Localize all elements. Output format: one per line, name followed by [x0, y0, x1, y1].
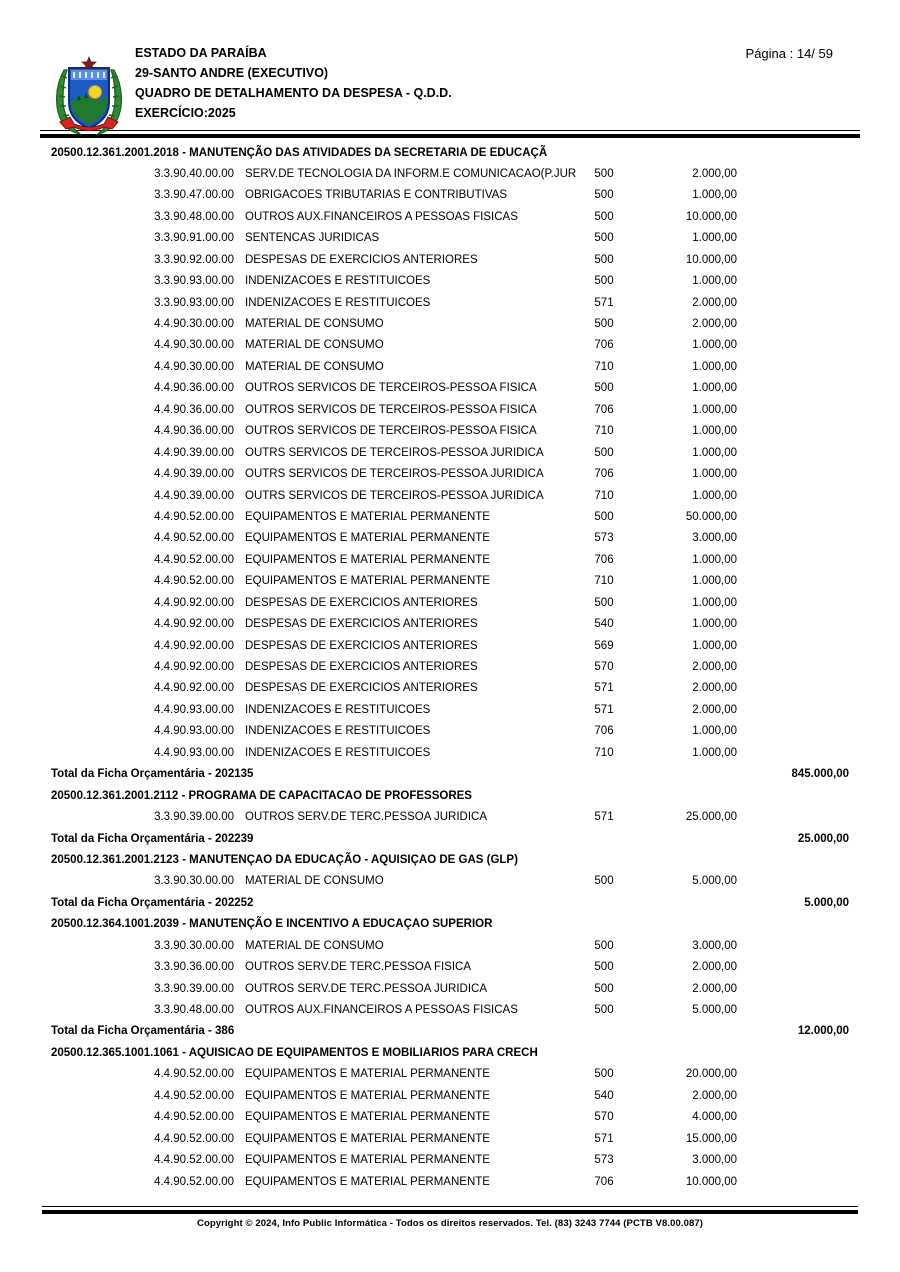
expense-value: 50.000,00: [685, 510, 737, 523]
expense-code: 3.3.90.92.00.00: [154, 253, 234, 266]
resource-source-code: 571: [594, 296, 614, 309]
expense-description: EQUIPAMENTOS E MATERIAL PERMANENTE: [245, 553, 490, 566]
expense-description: OUTROS SERV.DE TERC.PESSOA FISICA: [245, 961, 472, 974]
expense-description: MATERIAL DE CONSUMO: [245, 875, 384, 888]
ficha-total-label: Total da Ficha Orçamentária - 202135: [51, 768, 254, 781]
expense-row: [51, 1086, 849, 1107]
expense-code: 3.3.90.48.00.00: [154, 210, 234, 223]
expense-row: [51, 743, 849, 764]
expense-description: DESPESAS DE EXERCICIOS ANTERIORES: [245, 639, 478, 652]
expense-row: [51, 250, 849, 271]
entity-name: 29-SANTO ANDRE (EXECUTIVO): [135, 66, 329, 80]
ficha-total-label: Total da Ficha Orçamentária - 202239: [51, 832, 254, 845]
expense-description: EQUIPAMENTOS E MATERIAL PERMANENTE: [245, 575, 490, 588]
expense-value: 3.000,00: [692, 532, 737, 545]
expense-row: [51, 807, 849, 828]
expense-code: 3.3.90.40.00.00: [154, 167, 234, 180]
budget-section: [51, 786, 849, 850]
expense-description: EQUIPAMENTOS E MATERIAL PERMANENTE: [245, 1111, 490, 1124]
resource-source-code: 540: [594, 1089, 614, 1102]
expense-value: 1.000,00: [692, 425, 737, 438]
expense-description: SENTENCAS JURIDICAS: [245, 232, 380, 245]
expense-value: 1.000,00: [692, 575, 737, 588]
expense-code: 4.4.90.39.00.00: [154, 446, 234, 459]
expense-row: [51, 1064, 849, 1085]
expense-code: 4.4.90.93.00.00: [154, 725, 234, 738]
footer-rule-thick-line: [42, 1210, 858, 1214]
expense-description: OUTROS SERVICOS DE TERCEIROS-PESSOA FISICA: [245, 382, 537, 395]
expense-description: OUTRS SERVICOS DE TERCEIROS-PESSOA JURIDICA: [245, 468, 544, 481]
expense-row: [51, 357, 849, 378]
section-title: 20500.12.361.2001.2018 - MANUTENÇÃO DAS ATIVIDADES DA SECRETARIA DE EDUCAÇÃ: [51, 146, 548, 159]
expense-row: [51, 550, 849, 571]
expense-description: OUTRS SERVICOS DE TERCEIROS-PESSOA JURIDICA: [245, 489, 544, 502]
resource-source-code: 573: [594, 532, 614, 545]
expense-code: 4.4.90.52.00.00: [154, 1111, 234, 1124]
expense-row: [51, 593, 849, 614]
resource-source-code: 706: [594, 339, 614, 352]
budget-section: [51, 1043, 849, 1193]
expense-row: [51, 486, 849, 507]
resource-source-code: 706: [594, 725, 614, 738]
expense-description: OUTROS SERVICOS DE TERCEIROS-PESSOA FISICA: [245, 425, 537, 438]
resource-source-code: 500: [594, 510, 614, 523]
expense-row: [51, 228, 849, 249]
expense-row: [51, 571, 849, 592]
expense-code: 4.4.90.36.00.00: [154, 425, 234, 438]
expense-code: 4.4.90.93.00.00: [154, 746, 234, 759]
expense-code: 4.4.90.52.00.00: [154, 1154, 234, 1167]
resource-source-code: 710: [594, 746, 614, 759]
expense-value: 1.000,00: [692, 382, 737, 395]
resource-source-code: 500: [594, 596, 614, 609]
ficha-total-value: 845.000,00: [791, 768, 849, 781]
expense-description: MATERIAL DE CONSUMO: [245, 939, 384, 952]
expense-value: 1.000,00: [692, 339, 737, 352]
report-title: QUADRO DE DETALHAMENTO DA DESPESA - Q.D.D.: [135, 86, 452, 100]
expense-row: [51, 185, 849, 206]
expense-value: 2.000,00: [692, 318, 737, 330]
ficha-total-row: [51, 764, 849, 785]
expense-description: OUTRS SERVICOS DE TERCEIROS-PESSOA JURIDICA: [245, 446, 544, 459]
expense-value: 3.000,00: [692, 939, 737, 952]
ficha-total-value: 12.000,00: [797, 1025, 849, 1038]
expense-row: [51, 614, 849, 635]
expense-row: [51, 1129, 849, 1150]
ficha-total-label: Total da Ficha Orçamentária - 386: [51, 1025, 235, 1038]
section-rows: [51, 164, 849, 786]
header-rule: [40, 130, 860, 138]
expense-row: [51, 678, 849, 699]
expense-value: 1.000,00: [692, 746, 737, 759]
expense-code: 3.3.90.36.00.00: [154, 961, 234, 974]
expense-description: INDENIZACOES E RESTITUICOES: [245, 746, 431, 759]
expense-value: 2.000,00: [692, 296, 737, 309]
expense-row: [51, 507, 849, 528]
expense-row: [51, 957, 849, 978]
resource-source-code: 540: [594, 618, 614, 631]
expense-row: [51, 636, 849, 657]
expense-row: [51, 421, 849, 442]
expense-row: [51, 293, 849, 314]
resource-source-code: 571: [594, 682, 614, 695]
expense-value: 10.000,00: [685, 1175, 737, 1188]
expense-description: EQUIPAMENTOS E MATERIAL PERMANENTE: [245, 1175, 490, 1188]
expense-description: EQUIPAMENTOS E MATERIAL PERMANENTE: [245, 1089, 490, 1102]
expense-row: [51, 936, 849, 957]
expense-code: 4.4.90.30.00.00: [154, 339, 234, 352]
expense-value: 2.000,00: [692, 961, 737, 974]
budget-section: [51, 143, 849, 786]
resource-source-code: 571: [594, 1132, 614, 1145]
expense-description: INDENIZACOES E RESTITUICOES: [245, 703, 431, 716]
expense-description: OUTROS SERV.DE TERC.PESSOA JURIDICA: [245, 982, 487, 995]
expense-description: SERV.DE TECNOLOGIA DA INFORM.E COMUNICACAO(P.JUR: [245, 167, 577, 180]
qdd-table: [51, 143, 849, 1193]
budget-section: [51, 914, 849, 1043]
expense-value: 1.000,00: [692, 725, 737, 738]
section-rows: [51, 1064, 849, 1193]
resource-source-code: 500: [594, 982, 614, 995]
expense-code: 4.4.90.92.00.00: [154, 682, 234, 695]
section-title: 20500.12.361.2001.2123 - MANUTENÇAO DA EDUCAÇÃO - AQUISIÇAO DE GAS (GLP): [51, 853, 518, 866]
expense-description: MATERIAL DE CONSUMO: [245, 318, 384, 330]
expense-code: 4.4.90.52.00.00: [154, 1132, 234, 1145]
expense-description: MATERIAL DE CONSUMO: [245, 360, 384, 373]
expense-row: [51, 721, 849, 742]
org-title-block: [135, 43, 452, 123]
resource-source-code: 710: [594, 425, 614, 438]
expense-value: 25.000,00: [685, 811, 737, 824]
expense-code: 3.3.90.30.00.00: [154, 875, 234, 888]
expense-description: EQUIPAMENTOS E MATERIAL PERMANENTE: [245, 1154, 490, 1167]
expense-description: DESPESAS DE EXERCICIOS ANTERIORES: [245, 253, 478, 266]
expense-code: 4.4.90.36.00.00: [154, 382, 234, 395]
expense-value: 1.000,00: [692, 275, 737, 288]
expense-value: 1.000,00: [692, 618, 737, 631]
expense-description: OUTROS AUX.FINANCEIROS A PESSOAS FISICAS: [245, 210, 518, 223]
expense-code: 3.3.90.91.00.00: [154, 232, 234, 245]
expense-row: [51, 1107, 849, 1128]
resource-source-code: 706: [594, 1175, 614, 1188]
expense-row: [51, 378, 849, 399]
expense-description: OUTROS SERVICOS DE TERCEIROS-PESSOA FISICA: [245, 403, 537, 416]
expense-code: 3.3.90.39.00.00: [154, 811, 234, 824]
expense-value: 2.000,00: [692, 703, 737, 716]
expense-value: 15.000,00: [685, 1132, 737, 1145]
expense-row: [51, 979, 849, 1000]
section-rows: [51, 936, 849, 1043]
expense-code: 4.4.90.39.00.00: [154, 468, 234, 481]
expense-description: MATERIAL DE CONSUMO: [245, 339, 384, 352]
expense-row: [51, 335, 849, 356]
resource-source-code: 710: [594, 360, 614, 373]
expense-code: 3.3.90.48.00.00: [154, 1004, 234, 1016]
resource-source-code: 500: [594, 275, 614, 288]
ficha-total-value: 5.000,00: [804, 896, 849, 909]
expense-code: 4.4.90.92.00.00: [154, 661, 234, 673]
resource-source-code: 500: [594, 875, 614, 888]
expense-value: 2.000,00: [692, 661, 737, 673]
resource-source-code: 500: [594, 253, 614, 266]
expense-code: 4.4.90.30.00.00: [154, 318, 234, 330]
expense-description: EQUIPAMENTOS E MATERIAL PERMANENTE: [245, 510, 490, 523]
expense-code: 4.4.90.52.00.00: [154, 1089, 234, 1102]
ficha-total-row: [51, 829, 849, 850]
expense-value: 2.000,00: [692, 982, 737, 995]
expense-value: 1.000,00: [692, 189, 737, 202]
expense-value: 3.000,00: [692, 1154, 737, 1167]
resource-source-code: 500: [594, 210, 614, 223]
expense-value: 1.000,00: [692, 639, 737, 652]
section-rows: [51, 871, 849, 914]
expense-description: DESPESAS DE EXERCICIOS ANTERIORES: [245, 618, 478, 631]
expense-description: DESPESAS DE EXERCICIOS ANTERIORES: [245, 682, 478, 695]
expense-row: [51, 1172, 849, 1193]
expense-row: [51, 1150, 849, 1171]
section-title: 20500.12.364.1001.2039 - MANUTENÇÃO E INCENTIVO A EDUCAÇAO SUPERIOR: [51, 918, 493, 931]
expense-row: [51, 271, 849, 292]
copyright-text: Copyright © 2024, Info Public Informática - Todos os direitos reservados. Tel. (83) 3243 7744 (PCTB V8.00.087): [197, 1217, 703, 1229]
expense-description: DESPESAS DE EXERCICIOS ANTERIORES: [245, 661, 478, 673]
expense-value: 2.000,00: [692, 1089, 737, 1102]
page-number: Página : 14/ 59: [745, 46, 833, 61]
expense-row: [51, 464, 849, 485]
expense-code: 4.4.90.52.00.00: [154, 1175, 234, 1188]
expense-row: [51, 871, 849, 892]
report-footer: [0, 1206, 900, 1229]
expense-code: 4.4.90.92.00.00: [154, 639, 234, 652]
expense-value: 1.000,00: [692, 403, 737, 416]
expense-value: 10.000,00: [685, 253, 737, 266]
header-rule-thin-line: [40, 130, 860, 131]
resource-source-code: 573: [594, 1154, 614, 1167]
expense-code: 4.4.90.52.00.00: [154, 553, 234, 566]
resource-source-code: 571: [594, 811, 614, 824]
expense-description: OUTROS SERV.DE TERC.PESSOA JURIDICA: [245, 811, 487, 824]
expense-code: 4.4.90.92.00.00: [154, 596, 234, 609]
expense-description: OUTROS AUX.FINANCEIROS A PESSOAS FISICAS: [245, 1004, 518, 1016]
expense-value: 1.000,00: [692, 232, 737, 245]
footer-rule-thin-line: [42, 1206, 858, 1207]
expense-row: [51, 400, 849, 421]
resource-source-code: 570: [594, 1111, 614, 1124]
expense-row: [51, 314, 849, 335]
ficha-total-row: [51, 1021, 849, 1042]
expense-value: 5.000,00: [692, 1004, 737, 1016]
expense-value: 10.000,00: [685, 210, 737, 223]
expense-row: [51, 1000, 849, 1021]
expense-row: [51, 528, 849, 549]
expense-description: EQUIPAMENTOS E MATERIAL PERMANENTE: [245, 1068, 490, 1081]
expense-code: 4.4.90.36.00.00: [154, 403, 234, 416]
expense-code: 3.3.90.30.00.00: [154, 939, 234, 952]
resource-source-code: 500: [594, 1068, 614, 1081]
resource-source-code: 569: [594, 639, 614, 652]
expense-value: 1.000,00: [692, 553, 737, 566]
expense-description: INDENIZACOES E RESTITUICOES: [245, 275, 431, 288]
section-title: 20500.12.365.1001.1061 - AQUISICAO DE EQUIPAMENTOS E MOBILIARIOS PARA CRECH: [51, 1046, 538, 1059]
resource-source-code: 500: [594, 167, 614, 180]
expense-value: 1.000,00: [692, 360, 737, 373]
resource-source-code: 706: [594, 553, 614, 566]
expense-code: 4.4.90.30.00.00: [154, 360, 234, 373]
expense-code: 3.3.90.47.00.00: [154, 189, 234, 202]
section-title: 20500.12.361.2001.2112 - PROGRAMA DE CAPACITACAO DE PROFESSORES: [51, 789, 472, 802]
ficha-total-label: Total da Ficha Orçamentária - 202252: [51, 896, 254, 909]
expense-code: 3.3.90.93.00.00: [154, 296, 234, 309]
resource-source-code: 500: [594, 446, 614, 459]
exercise-year: EXERCÍCIO:2025: [135, 106, 236, 120]
expense-code: 4.4.90.52.00.00: [154, 575, 234, 588]
resource-source-code: 500: [594, 939, 614, 952]
expense-value: 20.000,00: [685, 1068, 737, 1081]
expense-description: INDENIZACOES E RESTITUICOES: [245, 296, 431, 309]
expense-value: 1.000,00: [692, 489, 737, 502]
resource-source-code: 500: [594, 961, 614, 974]
resource-source-code: 500: [594, 189, 614, 202]
header-rule-thick-line: [40, 134, 860, 138]
report-header: [0, 0, 900, 130]
expense-row: [51, 443, 849, 464]
expense-code: 4.4.90.52.00.00: [154, 510, 234, 523]
expense-description: DESPESAS DE EXERCICIOS ANTERIORES: [245, 596, 478, 609]
expense-code: 4.4.90.52.00.00: [154, 532, 234, 545]
section-rows: [51, 807, 849, 850]
expense-description: EQUIPAMENTOS E MATERIAL PERMANENTE: [245, 532, 490, 545]
expense-value: 5.000,00: [692, 875, 737, 888]
expense-row: [51, 700, 849, 721]
resource-source-code: 571: [594, 703, 614, 716]
expense-row: [51, 657, 849, 678]
resource-source-code: 706: [594, 403, 614, 416]
expense-row: [51, 207, 849, 228]
resource-source-code: 500: [594, 1004, 614, 1016]
expense-value: 1.000,00: [692, 446, 737, 459]
paraiba-coat-of-arms-icon: [54, 56, 124, 142]
expense-code: 4.4.90.93.00.00: [154, 703, 234, 716]
expense-row: [51, 164, 849, 185]
resource-source-code: 500: [594, 382, 614, 395]
resource-source-code: 500: [594, 318, 614, 330]
ficha-total-value: 25.000,00: [797, 832, 849, 845]
resource-source-code: 570: [594, 661, 614, 673]
resource-source-code: 706: [594, 468, 614, 481]
expense-description: INDENIZACOES E RESTITUICOES: [245, 725, 431, 738]
ficha-total-row: [51, 893, 849, 914]
expense-value: 2.000,00: [692, 167, 737, 180]
budget-section: [51, 850, 849, 914]
expense-value: 4.000,00: [692, 1111, 737, 1124]
resource-source-code: 710: [594, 489, 614, 502]
expense-code: 3.3.90.39.00.00: [154, 982, 234, 995]
expense-code: 4.4.90.39.00.00: [154, 489, 234, 502]
expense-description: OBRIGACOES TRIBUTARIAS E CONTRIBUTIVAS: [245, 189, 507, 202]
expense-value: 1.000,00: [692, 468, 737, 481]
footer-rule: [42, 1206, 858, 1214]
expense-code: 4.4.90.92.00.00: [154, 618, 234, 631]
institution-name: ESTADO DA PARAÍBA: [135, 46, 267, 60]
expense-code: 4.4.90.52.00.00: [154, 1068, 234, 1081]
expense-code: 3.3.90.93.00.00: [154, 275, 234, 288]
resource-source-code: 710: [594, 575, 614, 588]
expense-value: 1.000,00: [692, 596, 737, 609]
expense-description: EQUIPAMENTOS E MATERIAL PERMANENTE: [245, 1132, 490, 1145]
resource-source-code: 500: [594, 232, 614, 245]
expense-value: 2.000,00: [692, 682, 737, 695]
